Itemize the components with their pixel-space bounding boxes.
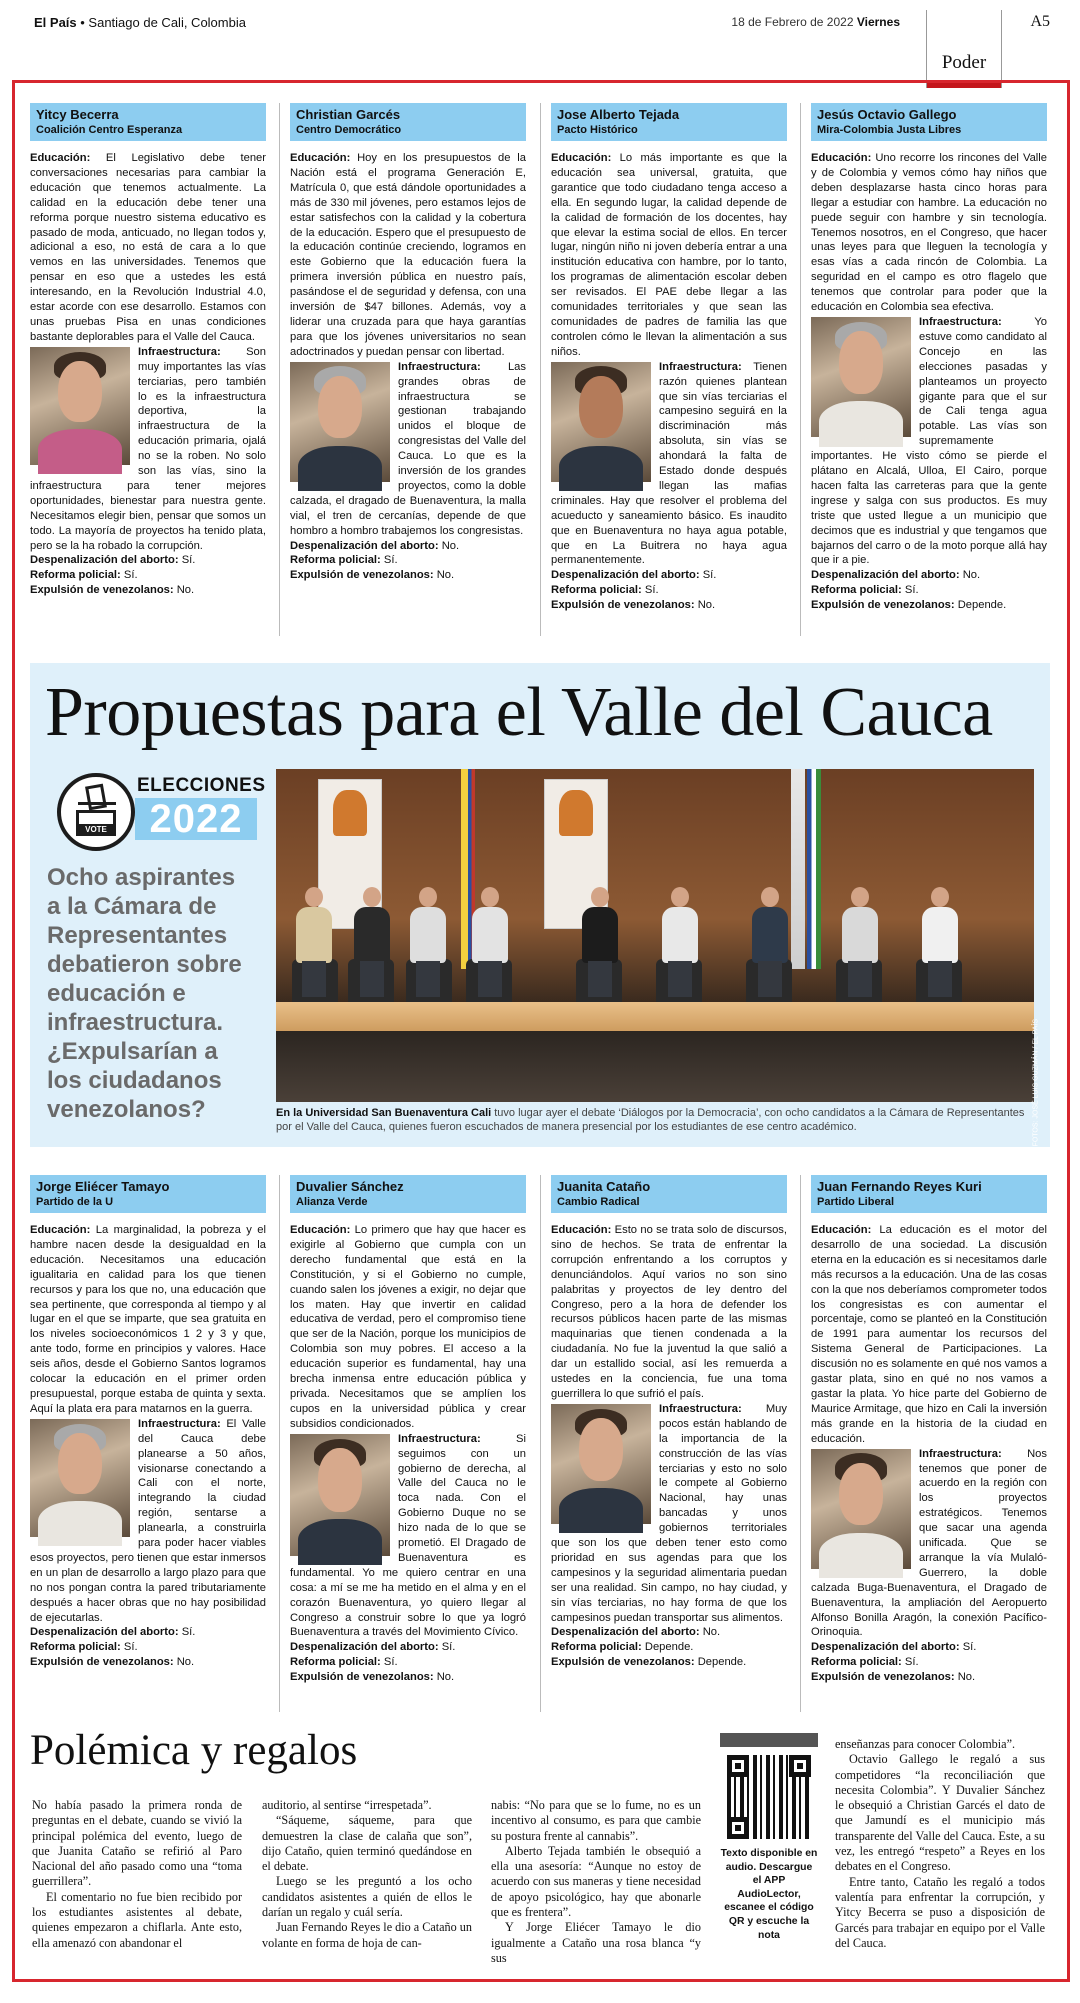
candidate-party: Partido de la U (36, 1196, 114, 1208)
story-paragraph: Y Jorge Eliécer Tamayo le dio igualmente a Cataño una rosa blanca “y sus (491, 1920, 701, 1965)
candidate-column (30, 1175, 266, 1670)
abortion-answer: Despenalización del aborto: No. (811, 569, 981, 582)
candidate-column (551, 1175, 787, 1670)
candidate-name: Duvalier Sánchez (296, 1179, 404, 1194)
paper-location: • Santiago de Cali, Colombia (80, 15, 246, 30)
candidate-header (30, 1175, 266, 1213)
police-answer: Reforma policial: Depende. (551, 1641, 694, 1654)
venezuelans-answer: Expulsión de venezolanos: No. (30, 584, 195, 597)
infrastructure-answer: Infraestructura: Si seguimos con un gobierno de derecha, al Valle del Cauca no le toca nada. Con el Gobierno Duque no se hizo nada de lo que se prometió. El Dragado de Buenaventura es fundamental. Yo me quiero centrar en una cosa: a mí se me ha metido en el alma y en el corazón Buenaventura, yo quiero llegar al Congreso a construir sobre lo que ya logró Buenaventura a través del Movimiento Cívico. (290, 1432, 526, 1639)
police-answer: Reforma policial: Sí. (30, 1641, 138, 1654)
education-answer: Educación: La marginalidad, la pobreza y el hambre nacen desde la desigualdad en la educación. Necesitamos una educación igualitaria en calidad para los que tienen recursos y para los que no, una educación que sea pertinente, que corresponda al tiempo y al lugar en el que se imparte, que sea gratuita en los niveles socioeconómicos 1 2 y 3 y que, ante todo, forme en principios y valores. Hace seis años, desde el Gobierno Santos logramos colocar la educación en el primer orden presupuestal, porque estaba de quinta y sexta. Aquí la plata era para matarnos en la guerra. (30, 1224, 267, 1415)
candidate-column (811, 1175, 1047, 1685)
issue-date (731, 15, 900, 29)
elections-logo (47, 770, 266, 852)
police-answer: Reforma policial: Sí. (290, 1656, 398, 1669)
column-divider (279, 103, 280, 636)
elections-label: ELECCIONES (137, 775, 266, 796)
qr-header-bar (720, 1733, 818, 1747)
story-paragraph: Octavio Gallego le regaló a sus competidores “la reconciliación que necesita Colombia”. Y Duvalier Sánchez le obsequió a Christian Garcés el dato de que Jamundí es el municipio más transparente del Valle del Cauca. Este, a su vez, les entregó “respeto” a Reyes en los debates en el Congreso. (835, 1752, 1045, 1874)
candidate-party: Coalición Centro Esperanza (36, 124, 183, 136)
infrastructure-answer: Infraestructura: Son muy importantes las vías terciarias, pero también lo es la infraestructura deportiva, la infraestructura de la educación primaria, ojalá no se la roben. No solo son las vías, sino la infraestructura para tener mejores oportunidades, bienestar para nuestra gente. Necesitamos elegir bien, pensar que somos un todo. La mayoría de proyectos ha tenido plata, pero se la ha robado la corrupción. (30, 345, 266, 552)
infrastructure-answer: Infraestructura: El Valle del Cauca debe planearse a 50 años, visionarse conectando a Cali con el norte, integrando la ciudad región, sentarse a planearla, a construirla para poder hacer viables esos proyectos, pero tienen que estar inmersos en un plan de desarrollo a largo plazo para que no nos pongan contra la pared tributariamente después a hacer obras que no hay posibilidad de ejecutarlas. (30, 1417, 266, 1624)
candidate-photo (290, 362, 390, 482)
audience (276, 1031, 1034, 1102)
police-answer: Reforma policial: Sí. (811, 1656, 919, 1669)
candidate-party: Pacto Histórico (557, 124, 638, 136)
infrastructure-answer: Infraestructura: Tienen razón quienes plantean que sin vías terciarias el campesino seguirá en la discriminación más absoluta, sin vías se ahondará la falta de Estado donde después llegan las mafias criminales. Hay que resolver el problema del acueducto y saneamiento básico. Es inaudito que en Buenaventura no haya agua potable, que en La Buitrera no haya agua permanentemente. (551, 360, 787, 567)
candidate-photo (290, 1434, 390, 1556)
story-paragraph: “Sáqueme, sáqueme, para que demuestren la clase de calaña que son”, dijo Cataño, quien terminó quedándose en el debate. (262, 1813, 472, 1874)
feature-block (30, 663, 1050, 1147)
abortion-answer: Despenalización del aborto: Sí. (811, 1641, 977, 1654)
section-label: Poder (941, 52, 987, 73)
story-paragraph: nabis: “No para que se lo fume, no es un incentivo al consumo, es para que cambie su postura frente al cannabis”. (491, 1798, 701, 1843)
abortion-answer: Despenalización del aborto: No. (290, 539, 460, 552)
infrastructure-answer: Infraestructura: Las grandes obras de infraestructura se gestionan trabajando unidos el bloque de congresistas del Valle del Cauca. Lo que es la inversión de los grandes proyectos, como la doble calzada, el dragado de Buenaventura, la malla vial, el tren de cercanías, depende de que hombro a hombro trabajemos los congresistas. (290, 360, 526, 537)
candidate-party: Alianza Verde (296, 1196, 368, 1208)
candidate-header (290, 1175, 526, 1213)
paper-name (34, 15, 246, 30)
candidate-party: Cambio Radical (557, 1196, 640, 1208)
candidate-header (551, 1175, 787, 1213)
section-title: Polémica y regalos (30, 1727, 358, 1774)
candidate-header (811, 103, 1047, 141)
candidate-column (30, 103, 266, 598)
story-paragraph: Luego se les preguntó a los ocho candidatos asistentes a quién de ellos le darían un regalo y cuál sería. (262, 1874, 472, 1920)
candidate-party: Mira-Colombia Justa Libres (817, 124, 962, 136)
photo-credit: FOTOS: JOSÉ LUIS GUZMÁN / EL PAÍS (1032, 1019, 1039, 1147)
candidate-name: Jose Alberto Tejada (557, 107, 680, 122)
abortion-answer: Despenalización del aborto: Sí. (551, 569, 717, 582)
story-paragraph: Alberto Tejada también le obsequió a ella una asesoría: “Aunque no estoy de acuerdo con sus maneras y tiene necesidad de apoyo psicológico, hay que abonarle que es frentera”. (491, 1843, 701, 1920)
story-column (32, 1798, 242, 1951)
candidate-photo (30, 1419, 130, 1537)
flag-icon (791, 769, 805, 969)
venezuelans-answer: Expulsión de venezolanos: No. (290, 1671, 455, 1684)
education-answer: Educación: Lo primero que hay que hacer es exigirle al Gobierno que cumpla con un derecho fundamental que está en la Constitución, y si el Gobierno no cumple, cuando salen los jóvenes a exigir, no dejar que los maten. Hay que invertir en calidad educativa de verdad, pero el compromiso tiene que ser de la Nación, porque los municipios de Colombia son muy pobres. El acceso a la educación superior es fundamental, hay una brecha inmensa entre educación pública y privada. Necesitamos que se amplíen los cupos en la universidad pública y crear subsidios condicionados. (290, 1224, 527, 1430)
infrastructure-answer: Infraestructura: Yo estuve como candidato al Concejo en las elecciones pasadas y planteamos un proyecto gigante para que el sur de Cali tenga agua potable. Las vías son supremamente importantes. He visto cómo se pierde el plátano en Alcalá, Ulloa, El Cairo, porque hacen falta las carreteras para que la gente ingrese y salga con sus productos. Es muy triste que usted llegue a un municipio que decimos que es industrial y que tengamos que bajarnos del carro o de la moto porque allá hay que ir a pie. (811, 315, 1047, 567)
venezuelans-answer: Expulsión de venezolanos: Depende. (811, 599, 1007, 612)
police-answer: Reforma policial: Sí. (811, 584, 919, 597)
infrastructure-answer: Infraestructura: Muy pocos están hablando de la importancia de la construcción de las vías terciarias y esto no solo le compete al Gobierno Nacional, hay unas bancadas y unos gobiernos territoriales que son los que deben tener esto como prioridad en sus agendas para que los campesinos y la seguridad alimentaria puedan ser una realidad. Sin campo, no hay ciudad, y sin vías terciarias, no hay forma de que los campesinos puedan transportar sus alimentos. (551, 1402, 787, 1624)
venezuelans-answer: Expulsión de venezolanos: No. (30, 1656, 195, 1669)
story-paragraph: No había pasado la primera ronda de preguntas en el debate, cuando se vivió la principal polémica del evento, luego de que Juanita Cataño se refirió al Paro Nacional del año pasado como una “toma guerrillera”. (32, 1798, 242, 1889)
story-paragraph: El comentario no fue bien recibido por los estudiantes asistentes al debate, quienes empezaron a chiflarla. Ante esto, ella amenazó con abandonar el (32, 1889, 242, 1950)
abortion-answer: Despenalización del aborto: Sí. (30, 554, 196, 567)
date-text: 18 de Febrero de 2022 (731, 15, 854, 29)
candidate-header (551, 103, 787, 141)
story-column (262, 1798, 472, 1951)
candidate-photo (551, 362, 651, 482)
story-paragraph: enseñanzas para conocer Colombia”. (835, 1737, 1016, 1751)
vote-label: VOTE (76, 824, 116, 836)
page-header (0, 0, 1080, 80)
candidate-name: Yitcy Becerra (36, 107, 119, 122)
weekday-text: Viernes (856, 15, 900, 29)
column-divider (279, 1175, 280, 1712)
education-answer: Educación: Esto no se trata solo de discursos, sino de hechos. Se trata de enfrentar la corrupción enfrentando a los corruptos y denunciándolos. Aquí varios no son sino palabritas y proyectos de ley dentro del Congreso, pero a la hora de defender los recursos públicos hacen parte de las mismas maquinarias que tienen condenada a la ciudadanía. No fue la juventud la que salió a dar un estallido social, así les remuerda a ustedes en la conciencia, fue una toma guerrillera lo que sufrió el país. (551, 1224, 788, 1400)
candidate-header (30, 103, 266, 141)
section-tab (926, 10, 1002, 88)
column-divider (800, 1175, 801, 1712)
candidate-column (290, 1175, 526, 1685)
education-answer: Educación: Lo más importante es que la educación sea universal, gratuita, que garantice que todo ciudadano tenga acceso a ella. En segundo lugar, la calidad depende de la calidad de formación de los docentes, hay que elevar la estima social de ellos. En tercer lugar, ningún niño ni joven debería entrar a una institución educativa con hambre, por lo tanto, los programas de alimentación escolar deben ser revisados. El PAE debe llegar a las comunidades territoriales y que sean las comunidades de padres de familia las que controlen cómo le llevan la alimentación a sus niños. (551, 152, 788, 358)
education-answer: Educación: El Legislativo debe tener conversaciones necesarias para cambiar la educación que tenemos actualmente. La calidad en la educación debe tener una reforma porque nuestro sistema educativo es pasado de moda, anticuado, no llegan todos y, adicional a eso, no está de cara a lo que vemos en las universidades. Tenemos que pensar en eso que a ustedes les está interesando, en la Revolución Industrial 4.0, estar acorde con ese desarrollo. Estamos con unas pruebas Pisa en unas condiciones bastante deplorables para el Valle del Cauca. (30, 152, 266, 343)
caption-lead: En la Universidad San Buenaventura Cali (276, 1107, 492, 1119)
education-answer: Educación: La educación es el motor del desarrollo de una sociedad. La discusión eterna en la educación es si necesitamos darle más recursos a la educación. Una de las cosas con la que nos deberíamos comprometer todos los congresistas es con aumentar el porcentaje, como se planteó en la Constitución de 1991 para aumentar los recursos del Sistema General de Participaciones. La discusión no es solamente en qué nos vamos a gastar plata, sino en qué no nos vamos a gastar la plata. Yo hice parte del Gobierno de Maurice Armitage, que hizo en Cali la inversión más grande en la historia de la ciudad en educación. (811, 1224, 1048, 1445)
candidate-column (290, 103, 526, 583)
candidate-party: Centro Democrático (296, 124, 402, 136)
column-divider (800, 103, 801, 636)
feature-deck: Ocho aspirantes a la Cámara de Representantes debatieron sobre educación e infraestructura. ¿Expulsarían a los ciudadanos venezolanos? (47, 864, 242, 1123)
infrastructure-answer: Infraestructura: Nos tenemos que poner de acuerdo en la región con los proyectos estratégicos. Tenemos que sacar una agenda unificada. Que se arranque la vía Mulaló-Guerrero, la doble calzada Buga-Buenaventura, el Dragado de Buenaventura, la ampliación del Aeropuerto Alfonso Bonilla Aragón, la conexión Pacífico-Orinoquia. (811, 1447, 1047, 1639)
abortion-answer: Despenalización del aborto: Sí. (30, 1626, 196, 1639)
candidate-header (290, 103, 526, 141)
candidate-name: Jorge Eliécer Tamayo (36, 1179, 170, 1194)
qr-instructions: Texto disponible en audio. Descargue el APP AudioLector, escanee el código QR y escuche la nota (720, 1848, 818, 1941)
candidate-column (551, 103, 787, 613)
story-column (491, 1798, 701, 1966)
main-headline: Propuestas para el Valle del Cauca (45, 674, 993, 751)
education-answer: Educación: Hoy en los presupuestos de la Nación está el programa Generación E, Matrícula 0, que está dándole oportunidades a más de 330 mil jóvenes, pero estamos lejos de estar satisfechos con la calidad y la cobertura de la educación. Espero que el presupuesto de la educación continúe creciendo, logramos en este Gobierno que la educación fuera la primera inversión pública en nuestro país, pasándose el de seguridad y defensa, con una inversión de $47 billones. Además, voy a liderar una cruzada para que haya garantías para que los jóvenes universitarios no sean adoctrinados y puedan pensar con libertad. (290, 152, 526, 358)
candidate-photo (811, 317, 911, 437)
candidate-photo (30, 347, 130, 465)
story-column (835, 1737, 1045, 1951)
candidate-photo (811, 1449, 911, 1569)
audio-qr-box (720, 1733, 818, 1970)
candidate-header (811, 1175, 1047, 1213)
column-divider (540, 103, 541, 636)
page-number: A5 (1030, 13, 1050, 30)
paper-title: El País (34, 15, 77, 30)
abortion-answer: Despenalización del aborto: Sí. (290, 1641, 456, 1654)
candidate-name: Christian Garcés (296, 107, 401, 122)
flag-icon (807, 769, 821, 969)
candidate-column (811, 103, 1047, 613)
ballot-box-icon (57, 773, 135, 851)
candidate-name: Juan Fernando Reyes Kuri (817, 1179, 982, 1194)
story-paragraph: Entre tanto, Cataño les regaló a todos valentía para enfrentar la corrupción, y Yitcy Becerra se puso a disposición de Garcés para trabajar en equipo por el Valle del Cauca. (835, 1874, 1045, 1950)
elections-year: 2022 (135, 798, 257, 840)
candidate-party: Partido Liberal (817, 1196, 895, 1208)
caption-text: tuvo lugar ayer el debate ‘Diálogos por la Democracia’, con ocho candidatos a la Cámara de Representantes por el Valle del Cauca, quienes fueron escuchados de manera presencial por los estudiantes de ese centro académico. (276, 1107, 1025, 1133)
candidate-name: Juanita Cataño (557, 1179, 651, 1194)
candidate-name: Jesús Octavio Gallego (817, 107, 957, 122)
venezuelans-answer: Expulsión de venezolanos: No. (290, 569, 455, 582)
abortion-answer: Despenalización del aborto: No. (551, 1626, 721, 1639)
police-answer: Reforma policial: Sí. (551, 584, 659, 597)
qr-code-icon[interactable] (727, 1755, 811, 1839)
police-answer: Reforma policial: Sí. (290, 554, 398, 567)
story-paragraph: Juan Fernando Reyes le dio a Cataño un volante en forma de hoja de can- (262, 1920, 472, 1950)
story-paragraph: auditorio, al sentirse “irrespetada”. (262, 1798, 432, 1812)
venezuelans-answer: Expulsión de venezolanos: Depende. (551, 1656, 747, 1669)
column-divider (540, 1175, 541, 1712)
venezuelans-answer: Expulsión de venezolanos: No. (811, 1671, 976, 1684)
candidate-photo (551, 1404, 651, 1524)
venezuelans-answer: Expulsión de venezolanos: No. (551, 599, 716, 612)
police-answer: Reforma policial: Sí. (30, 569, 138, 582)
photo-caption (276, 1106, 1034, 1134)
education-answer: Educación: Uno recorre los rincones del Valle y de Colombia y vemos cómo hay niños que deben desplazarse hasta cinco horas para llegar a estudiar con hambre. La educación no puede seguir con hambre y sin tecnología. Tenemos nosotros, en el Congreso, que hacer unas leyes para que lleguen la tecnología y esas vías a cada rincón de Colombia. La seguridad en el campo es otro flagelo que tenemos que controlar para poder que la educación en Colombia sea efectiva. (811, 152, 1047, 314)
